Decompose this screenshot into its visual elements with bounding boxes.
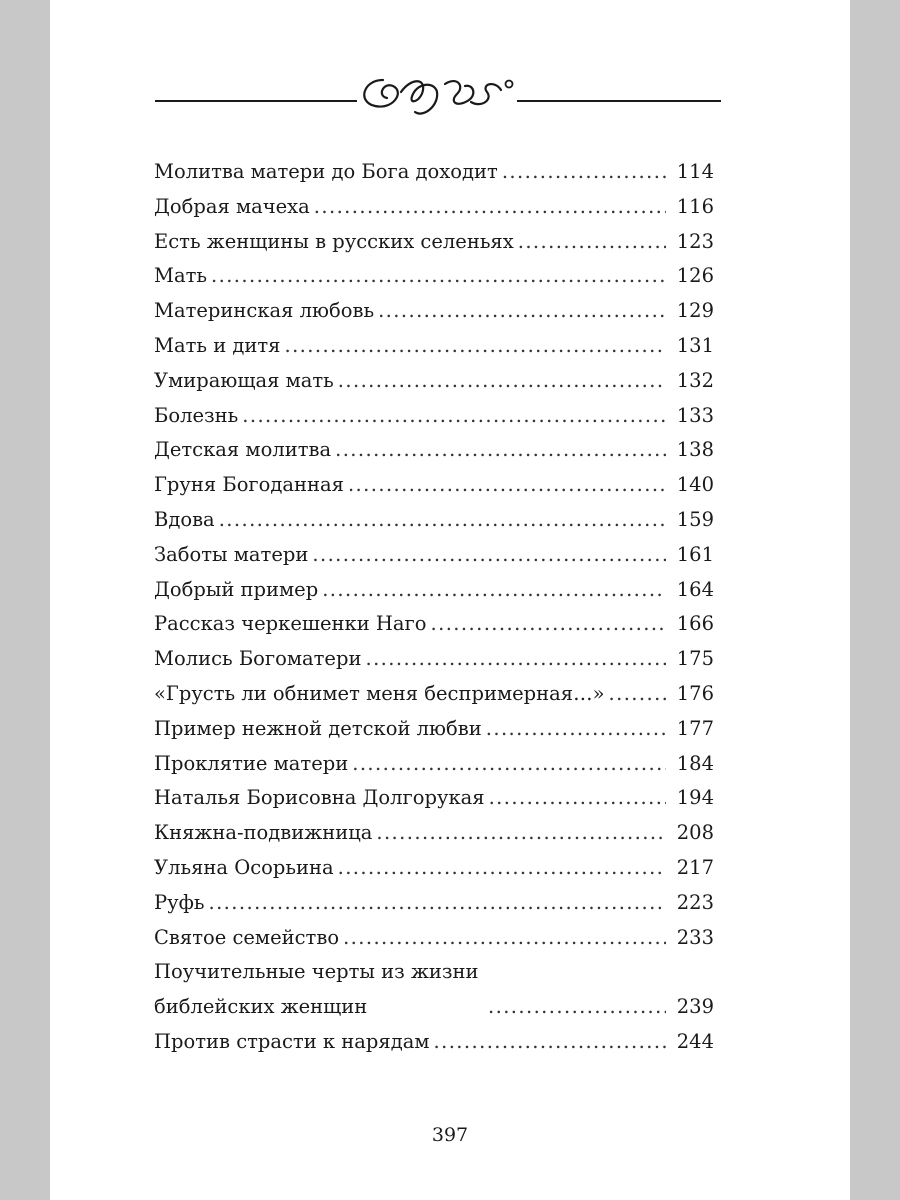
toc-entry-page: 132: [676, 368, 714, 392]
dot-leader: [378, 294, 666, 329]
toc-entry: [154, 921, 714, 956]
dot-leader: [352, 747, 666, 782]
toc-entry-page: 161: [676, 542, 714, 566]
toc-entry-page: 194: [676, 786, 714, 810]
toc-entry-title: Умирающая мать: [154, 368, 334, 392]
toc-entry: [154, 433, 714, 468]
toc-entry-title: Ульяна Осорьина: [154, 855, 334, 879]
toc-entry-page: 223: [676, 890, 714, 914]
dot-leader: [219, 503, 666, 538]
toc-entry: [154, 607, 714, 642]
toc-entry: [154, 399, 714, 434]
dot-leader: [365, 642, 666, 677]
toc-entry-title: Заботы матери: [154, 542, 309, 566]
toc-entry-title: Есть женщины в русских селеньях: [154, 229, 514, 253]
dot-leader: [343, 921, 666, 956]
toc-entry-title: Поучительные черты из жизни библейских женщин: [154, 960, 479, 1019]
toc-entry: [154, 259, 714, 294]
toc-entry: [154, 712, 714, 747]
dot-leader: [431, 607, 666, 642]
dot-leader: [518, 225, 666, 260]
dot-leader: [211, 259, 666, 294]
dot-leader: [242, 399, 666, 434]
toc-entry-title: Добрый пример: [154, 577, 319, 601]
dot-leader: [434, 1025, 666, 1060]
toc-entry-page: 159: [676, 507, 714, 531]
toc-entry-title: Материнская любовь: [154, 299, 375, 323]
toc-entry: [154, 1025, 714, 1060]
toc-entry-page: 176: [676, 681, 714, 705]
dot-leader: [284, 329, 666, 364]
table-of-contents: [154, 155, 714, 1060]
dot-leader: [338, 364, 666, 399]
toc-entry-page: 116: [676, 194, 714, 218]
toc-entry-title: Проклятие матери: [154, 751, 349, 775]
dot-leader: [376, 816, 666, 851]
toc-entry-title: Добрая мачеха: [154, 194, 310, 218]
toc-entry: [154, 364, 714, 399]
toc-entry: [154, 468, 714, 503]
dot-leader: [338, 851, 666, 886]
toc-entry: [154, 851, 714, 886]
dot-leader: [502, 155, 666, 190]
dot-leader: [609, 677, 667, 712]
toc-entry-title: Руфь: [154, 890, 205, 914]
dot-leader: [486, 712, 666, 747]
dot-leader: [208, 886, 666, 921]
toc-entry-title: Святое семейство: [154, 925, 340, 949]
toc-entry: [154, 781, 714, 816]
toc-entry-title: Детская молитва: [154, 438, 332, 462]
toc-entry: [154, 573, 714, 608]
toc-entry-page: 114: [676, 160, 714, 183]
toc-entry: [154, 747, 714, 782]
toc-entry-page: 175: [676, 647, 714, 671]
dot-leader: [322, 573, 666, 608]
toc-entry-page: 126: [676, 264, 714, 288]
toc-entry-title: Наталья Борисовна Долгорукая: [154, 786, 485, 810]
toc-entry-page: 140: [676, 473, 714, 497]
toc-entry-page: 131: [676, 333, 714, 357]
toc-entry: [154, 677, 714, 712]
toc-entry-title: Болезнь: [154, 403, 239, 427]
dot-leader: [335, 433, 666, 468]
toc-entry-page: 138: [676, 438, 714, 462]
page-number: 397: [431, 1124, 469, 1146]
toc-entry-page: 233: [676, 925, 714, 949]
dot-leader: [489, 781, 666, 816]
toc-entry: [154, 642, 714, 677]
toc-entry-title: Пример нежной детской любви: [154, 716, 482, 740]
toc-entry: [154, 503, 714, 538]
toc-entry-title: Мать и дитя: [154, 333, 281, 357]
toc-entry: [154, 886, 714, 921]
toc-entry-page: 164: [676, 577, 714, 601]
toc-entry-title: Вдова: [154, 507, 215, 531]
toc-entry-title: Молитва матери до Бога доходит: [154, 160, 498, 183]
toc-entry-title: Груня Богоданная: [154, 473, 344, 497]
toc-entry-page: 123: [676, 229, 714, 253]
toc-entry: [154, 190, 714, 225]
toc-entry-page: 239: [676, 995, 714, 1019]
toc-entry: [154, 329, 714, 364]
toc-entry-page: 208: [676, 821, 714, 845]
dot-leader: [488, 990, 666, 1025]
toc-entry-title: Молись Богоматери: [154, 647, 362, 671]
dot-leader: [348, 468, 666, 503]
toc-entry-title: «Грусть ли обнимет меня беспримерная…»: [154, 681, 605, 705]
dot-leader: [312, 538, 666, 573]
toc-entry-title: Мать: [154, 264, 207, 288]
dot-leader: [314, 190, 666, 225]
toc-entry-page: 184: [676, 751, 714, 775]
toc-entry-title: Рассказ черкешенки Наго: [154, 612, 427, 636]
toc-entry: [154, 225, 714, 260]
toc-entry-title: Княжна-подвижница: [154, 821, 373, 845]
toc-entry: [154, 294, 714, 329]
toc-entry: [154, 955, 714, 1025]
toc-entry: [154, 155, 714, 190]
toc-entry-page: 177: [676, 716, 714, 740]
toc-entry-page: 244: [676, 1029, 714, 1053]
toc-entry-page: 217: [676, 855, 714, 879]
toc-entry: [154, 538, 714, 573]
toc-entry-page: 129: [676, 299, 714, 323]
toc-entry-page: 133: [676, 403, 714, 427]
toc-entry-title: Против страсти к нарядам: [154, 1029, 430, 1053]
toc-entry: [154, 816, 714, 851]
book-page: [50, 0, 850, 1200]
toc-entry-page: 166: [676, 612, 714, 636]
flourish-ornament-icon: [353, 62, 523, 122]
